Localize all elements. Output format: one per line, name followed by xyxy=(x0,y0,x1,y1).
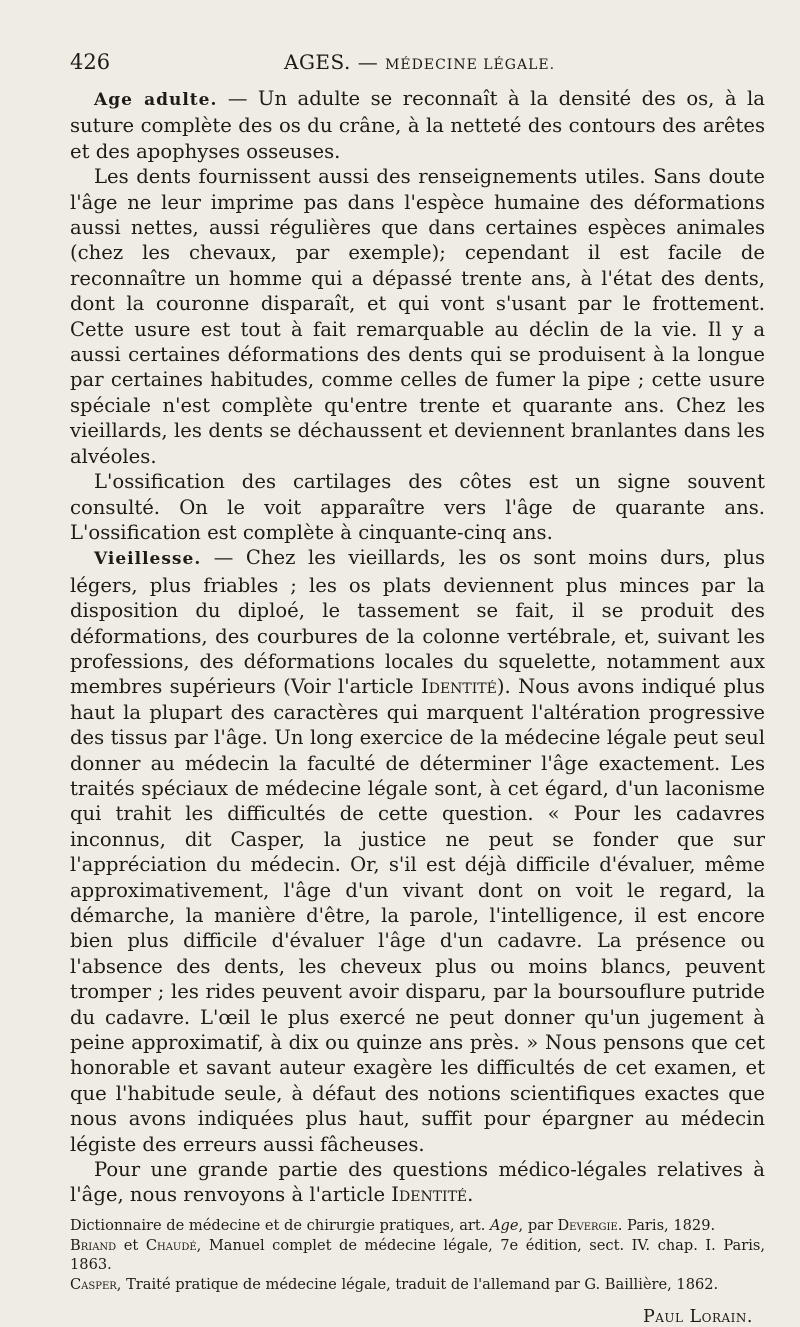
reference-text: , Traité pratique de médecine légale, traduit de l'allemand par G. Baillière, 1862. xyxy=(116,1276,719,1294)
paragraph-text: ). Nous avons indiqué plus haut la plupart des caractères qui marquent l'altération progressive des tissus par l'âge. Un long exercice de la médecine légale peut seul donner au médecin la faculté de déterminer l'âge exactement. Les traités spéciaux de médecine légale sont, à cet égard, d'un laconisme qui trahit les difficultés de cette question. « Pour les cadavres inconnus, dit Casper, la justice ne peut se fonder que sur l'appréciation du médecin. Or, s'il est déjà difficile d'évaluer, même approximativement, l'âge d'un vivant dont on voit le regard, la démarche, la manière d'être, la parole, l'intelligence, il est encore bien plus difficile d'évaluer l'âge d'un cadavre. La présence ou l'absence des dents, les cheveux plus ou moins blancs, peuvent tromper ; les rides peuvent avoir disparu, par la boursouflure putride du cadavre. L'œil le plus exercé ne peut donner qu'un jugement à peine approximatif, à dix ou quinze ans près. » Nous pensons que cet honorable et savant auteur exagère les difficultés de cet examen, et que l'habitude seule, à défaut des notions scientifiques exactes que nous avons indiquées plus haut, suffit pour épargner au médecin légiste des erreurs aussi fâcheuses. xyxy=(70,675,765,1156)
paragraph-renvoi xyxy=(70,1157,765,1208)
paragraph-dents xyxy=(70,164,765,469)
reference-text: Dictionnaire de médecine et de chirurgie pratiques, art. xyxy=(70,1216,491,1234)
cross-reference: Identité xyxy=(391,1183,468,1207)
paragraph-text: L'ossification des cartilages des côtes est un signe souvent consulté. On le voit apparaître vers l'âge de quarante ans. L'ossification est complète à cinquante-cinq ans. xyxy=(70,470,765,544)
section-lead-vieillesse: Vieillesse. xyxy=(94,549,202,570)
running-header xyxy=(70,46,765,86)
references xyxy=(70,1216,765,1295)
cross-reference: Identité xyxy=(420,675,497,699)
reference-text: , par xyxy=(518,1216,558,1234)
reference-author: Devergie xyxy=(557,1216,618,1234)
paragraph-text: Pour une grande partie des questions médico-légales relatives à l'âge, nous renvoyons à l'article xyxy=(70,1158,765,1207)
reference-item xyxy=(70,1236,765,1276)
paragraph-text: — Chez les vieillards, les os sont moins durs, plus légers, plus friables ; les os plats deviennent plus minces par la disposition du diploé, le tassement se fait, il se produit des déformations, des courbures de la colonne vertébrale, et, suivant les professions, des déformations locales du squelette, notamment aux membres supérieurs (Voir l'article xyxy=(70,546,765,699)
section-lead-age-adulte: Age adulte. xyxy=(94,90,218,110)
reference-text: . Paris, 1829. xyxy=(617,1216,716,1234)
reference-author: Casper xyxy=(70,1276,117,1294)
page-number: 426 xyxy=(70,50,111,74)
title-sub: MÉDECINE LÉGALE. xyxy=(385,57,556,73)
running-title xyxy=(284,50,555,74)
reference-text: , Manuel complet de médecine légale, 7e édition, sect. IV. chap. I. Paris, 1863. xyxy=(70,1236,765,1274)
title-main: AGES. xyxy=(284,50,351,74)
reference-item xyxy=(70,1216,765,1236)
paragraph-text: — Un adulte se reconnaît à la densité des os, à la suture complète des os du crâne, à la netteté des contours des arêtes et des apophyses osseuses. xyxy=(70,87,765,163)
reference-item xyxy=(70,1275,765,1295)
paragraph-end: . xyxy=(467,1183,474,1207)
reference-author: Chaudé xyxy=(145,1236,197,1254)
page xyxy=(70,46,765,1327)
paragraph-vieillesse xyxy=(70,545,765,1157)
reference-author: Briand xyxy=(70,1236,117,1254)
paragraph-age-adulte xyxy=(70,86,765,164)
paragraph-ossification xyxy=(70,469,765,545)
title-dash: — xyxy=(357,50,379,74)
reference-text: et xyxy=(116,1236,146,1254)
paragraph-text: Les dents fournissent aussi des renseignements utiles. Sans doute l'âge ne leur imprime pas dans l'espèce humaine des déformations aussi nettes, aussi régulières que dans certaines espèces animales (chez les chevaux, par exemple); cependant il est facile de reconnaître un homme qui a dépassé trente ans, à l'état des dents, dont la couronne disparaît, et qui vont s'usant par le frottement. Cette usure est tout à fait remarquable au déclin de la vie. Il y a aussi certaines déformations des dents qui se produisent à la longue par certaines habitudes, comme celles de fumer la pipe ; cette usure spéciale n'est complète qu'entre trente et quarante ans. Chez les vieillards, les dents se déchaussent et deviennent branlantes dans les alvéoles. xyxy=(70,165,765,468)
reference-article: Age xyxy=(490,1216,519,1234)
author-signature: Paul Lorain. xyxy=(642,1307,753,1327)
